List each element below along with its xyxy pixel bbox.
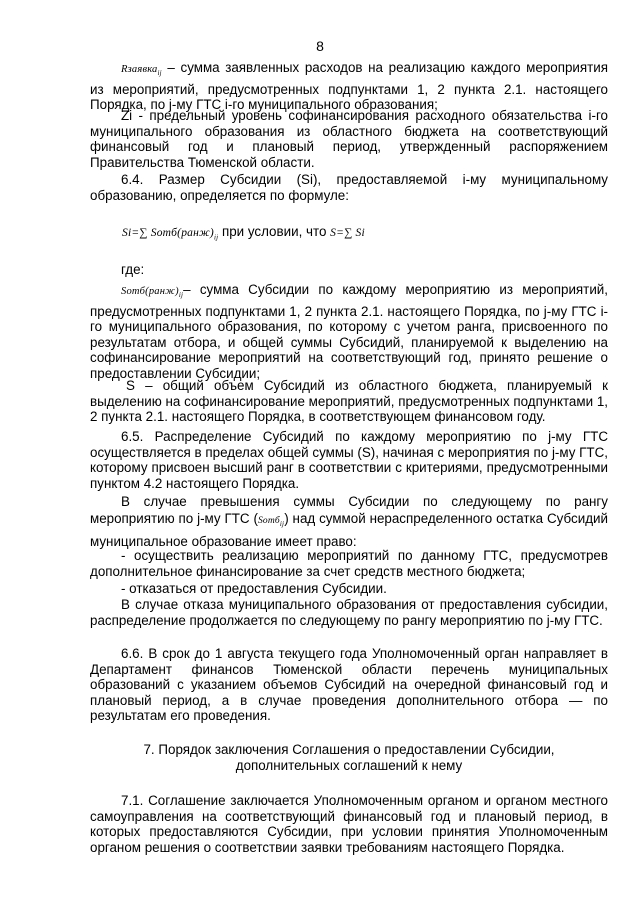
paragraph-6-6: 6.6. В срок до 1 августа текущего года Уполномоченный орган направляет в Департамент финансов Тюменской области перечень муниципальных образований с указанием объемов Субсидий на очередной финансовый год и плановый период, а в случае проведения дополнительного отбора — по результатам его проведения.: [90, 646, 608, 724]
section-7-heading: [90, 742, 608, 774]
paragraph-requested-costs: Rзаявка$_{ij}$ – сумма заявленных расходов на реализацию каждого мероприятия из мероприятий, предусмотренных подпунктами 1, 2 пункта 2.1. настоящего Порядка, по j-му ГТС i-го муниципального образования;: [90, 60, 608, 113]
formula-symbol-sotb: Sотб$_{ij}$: [257, 516, 285, 528]
formula-symbol-sotb-ranzh: $Sотб(ранж)_{ij}$: [121, 286, 184, 300]
paragraph-s-total: S – общий объем Субсидий из областного бюджета, планируемый к выделению на софинансирование мероприятий, предусмотренных подпунктами 1, 2 пункта 2.1. настоящего Порядка, в соответствующем финансовом году.: [90, 378, 608, 425]
paragraph-excess: В случае превышения суммы Субсидии по следующему по рангу мероприятию по j-му ГТС (Sотб$_{ij}$) над суммой нераспределенного остатка Субсидий муниципальное образование имеет право:: [90, 494, 608, 549]
paragraph-zi: Zi - предельный уровень софинансирования расходного обязательства i-го муниципального образования из областного бюджета на соответствующий финансовый год и плановый период, утвержденный распоряжением Правительства Тюменской области.: [90, 108, 608, 170]
paragraph-option-refuse: - отказаться от предоставления Субсидии.: [121, 581, 387, 596]
paragraph-sotb-ranzh: $Sотб(ранж)_{ij}-$ сумма Субсидии по каждому мероприятию из мероприятий, предусмотренных подпунктами 1, 2 пункта 2.1. настоящего Порядка, по j-му ГТС i-го муниципального образования, по которому с учетом ранга, присвоенного по результатам отбора, и общей суммы Субсидий, планируемой к выделению на софинансирование мероприятий на соответствующий год, принято решение о предоставлении Субсидии;: [90, 282, 608, 382]
paragraph-6-5: 6.5. Распределение Субсидий по каждому мероприятию по j-му ГТС осуществляется в пределах общей суммы (S), начиная с мероприятия по j-му ГТС, которому присвоен высший ранг в соответствии с критериями, предусмотренными пунктом 4.2 настоящего Порядка.: [90, 429, 608, 491]
formula-si-expression: Si=∑ $Sотб(ранж)_{ij}$: [122, 227, 219, 242]
paragraph-6-4: 6.4. Размер Субсидии (Si), предоставляемой i-му муниципальному образованию, определяется по формуле:: [90, 172, 608, 203]
paragraph-option-implement: - осуществить реализацию мероприятий по данному ГТС, предусмотрев дополнительное финансирование за счет средств местного бюджета;: [90, 548, 608, 579]
label-where: где:: [121, 262, 145, 277]
paragraph-refusal-case: В случае отказа муниципального образования от предоставления субсидии, распределение продолжается по следующему по рангу мероприятию по j-му ГТС.: [90, 597, 608, 628]
formula-si: Si=∑ $Sотб(ранж)_{ij}$ при условии, что S=∑ Si: [122, 224, 365, 242]
formula-symbol-rzayavka: Rзаявка$_{ij}$: [121, 64, 162, 78]
section-7-heading-line1: 7. Порядок заключения Соглашения о предоставлении Субсидии,: [143, 742, 555, 757]
page-number: 8: [316, 38, 324, 54]
formula-s-expression: S=∑ Si: [330, 227, 365, 239]
paragraph-7-1: 7.1. Соглашение заключается Уполномоченным органом и органом местного самоуправления на соответствующий финансовый год и плановый период, в которых предоставляются Субсидии, при условии принятия Уполномоченным органом решения о соответствии заявки требованиям настоящего Порядка.: [90, 793, 608, 855]
section-7-heading-line2: дополнительных соглашений к нему: [235, 758, 463, 773]
